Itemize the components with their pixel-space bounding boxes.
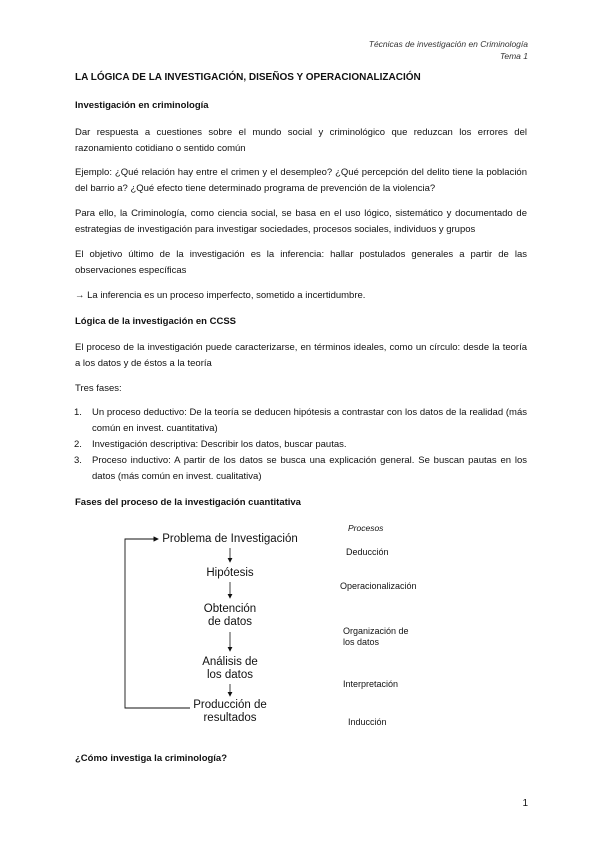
step-analisis-1: Análisis de (202, 656, 258, 668)
process-operacionalizacion: Operacionalización (340, 581, 417, 591)
page-number: 1 (522, 798, 528, 809)
section-heading-fases: Fases del proceso de la investigación cuantitativa (75, 497, 301, 508)
section-heading-investigacion: Investigación en criminología (75, 100, 209, 111)
paragraph-inference-note: → La inferencia es un proceso imperfecto, sometido a incertidumbre. (75, 290, 366, 301)
step-hipotesis: Hipótesis (206, 567, 254, 579)
step-obtencion-2: de datos (207, 616, 253, 628)
process-deduccion: Deducción (346, 547, 389, 557)
list-item-text: Proceso inductivo: A partir de los datos se busca una explicación general. Se buscan pautas en los datos (más común en invest. cualitativa) (92, 455, 527, 482)
process-organizacion-1: Organización de (343, 626, 409, 636)
process-induccion: Inducción (348, 717, 387, 727)
step-problema: Problema de Investigación (162, 533, 298, 545)
paragraph-example: Ejemplo: ¿Qué relación hay entre el crimen y el desempleo? ¿Qué percepción del delito tiene la población del barrio a? ¿Qué efecto tiene determinado programa de prevención de la violencia? (75, 167, 527, 194)
list-item (74, 405, 527, 436)
process-diagram (110, 520, 440, 735)
list-item-text: Un proceso deductivo: De la teoría se deducen hipótesis a contrastar con los datos de la realidad (más común en invest. cuantitativa) (92, 407, 527, 434)
list-item-text: Investigación descriptiva: Describir los datos, buscar pautas. (92, 439, 347, 450)
header-course: Técnicas de investigación en Criminología (368, 39, 528, 49)
step-obtencion-1: Obtención (203, 603, 257, 615)
process-interpretacion: Interpretación (343, 679, 399, 689)
step-produccion-1: Producción de (193, 699, 267, 711)
process-organizacion-2: los datos (343, 637, 380, 647)
paragraph-inference: El objetivo último de la investigación es la inferencia: hallar postulados generales a partir de las observaciones específicas (75, 249, 527, 276)
header-unit: Tema 1 (499, 51, 528, 61)
step-analisis-2: los datos (206, 669, 254, 681)
paragraph-objective: Dar respuesta a cuestiones sobre el mundo social y criminológico que reduzcan los errores del razonamiento cotidiano o sentido común (75, 127, 527, 154)
list-item (74, 437, 527, 453)
paragraph-method: Para ello, la Criminología, como ciencia social, se basa en el uso lógico, sistemático y documentado de estrategias de investigación para investigar sociedades, procesos sociales, individuos y grupos (75, 208, 527, 235)
paragraph-circle: El proceso de la investigación puede caracterizarse, en términos ideales, como un círculo: desde la teoría a los datos y de éstos a la teoría (75, 342, 527, 369)
feedback-loop-arrow (125, 539, 190, 708)
step-produccion-2: resultados (203, 712, 257, 724)
section-heading-como-investiga: ¿Cómo investiga la criminología? (75, 753, 228, 764)
processes-header: Procesos (348, 523, 384, 533)
paragraph-tres-fases: Tres fases: (75, 383, 122, 394)
list-item-number: 2. (74, 439, 82, 450)
page-title: LA LÓGICA DE LA INVESTIGACIÓN, DISEÑOS Y OPERACIONALIZACIÓN (75, 72, 421, 83)
section-heading-logica: Lógica de la investigación en CCSS (75, 316, 237, 327)
list-item (74, 453, 527, 484)
list-item-number: 1. (74, 407, 82, 418)
list-item-number: 3. (74, 455, 82, 466)
